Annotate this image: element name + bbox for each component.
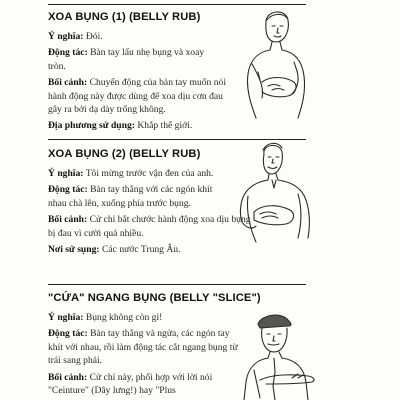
action-text: Bàn tay thẳng và ngửa, các ngón tay khít với nhau, rồi làm động tác cắt ngang bụng từ trái sang phải.: [48, 328, 238, 367]
entry-title: XOA BỤNG (2) (BELLY RUB): [48, 148, 201, 160]
context-field: [48, 76, 234, 116]
region-label: Nơi sử sụng:: [48, 244, 100, 256]
meaning-field: [48, 30, 218, 43]
context-label: Bối cảnh:: [48, 214, 88, 226]
man-rubbing-belly-drawing: [238, 2, 318, 120]
section-divider: [48, 284, 306, 285]
man-in-cap-slicing-belly-drawing: [242, 312, 320, 400]
meaning-text: Đói.: [85, 31, 103, 42]
region-text: Các nước Trung Âu.: [102, 244, 181, 256]
smiling-man-stroking-belly-drawing: [232, 138, 318, 248]
meaning-field: [48, 167, 228, 180]
action-label: Động tác:: [48, 328, 88, 340]
context-label: Bối cảnh:: [48, 371, 88, 383]
context-field: [48, 371, 240, 398]
action-field: [48, 183, 224, 210]
meaning-text: Tôi mừng trước vận đen của anh.: [85, 168, 214, 179]
context-label: Bối cảnh:: [48, 77, 88, 89]
action-label: Động tác:: [48, 184, 88, 196]
context-text: Cử chỉ này, phối hợp với lời nói "Ceinture" (Dây lưng!) hay "Plus: [48, 371, 213, 397]
action-text: Bàn tay thẳng với các ngón khít nhau chà lên, xuống phía trước bụng.: [48, 184, 213, 209]
region-label: Địa phương sử dụng:: [48, 120, 135, 132]
context-text: Cử chỉ bắt chước hành động xoa dịu bụng bị đau vì cười quá nhiều.: [48, 214, 251, 239]
region-field: [48, 119, 278, 132]
action-label: Động tác:: [48, 47, 88, 59]
action-text: Bàn tay lấu nhẹ bụng và xoay tròn.: [48, 47, 205, 72]
meaning-label: Ý nghĩa:: [48, 312, 84, 323]
entry-title: XOA BỤNG (1) (BELLY RUB): [48, 11, 201, 23]
meaning-label: Ý nghĩa:: [48, 168, 84, 179]
meaning-text: Bụng không còn gì!: [85, 312, 163, 323]
meaning-label: Ý nghĩa:: [48, 31, 84, 42]
context-field: [48, 213, 253, 240]
entry-title: "CỨA" NGANG BỤNG (BELLY "SLICE"): [48, 292, 261, 304]
region-text: Khắp thế giới.: [137, 120, 193, 132]
meaning-field: [48, 311, 234, 324]
context-text: Chuyển động của bàn tay muốn nói hành động này được dùng để xoa dịu cơn đau gây ra bởi dạ dày trống không.: [48, 77, 227, 116]
action-field: [48, 46, 218, 73]
action-field: [48, 327, 240, 367]
